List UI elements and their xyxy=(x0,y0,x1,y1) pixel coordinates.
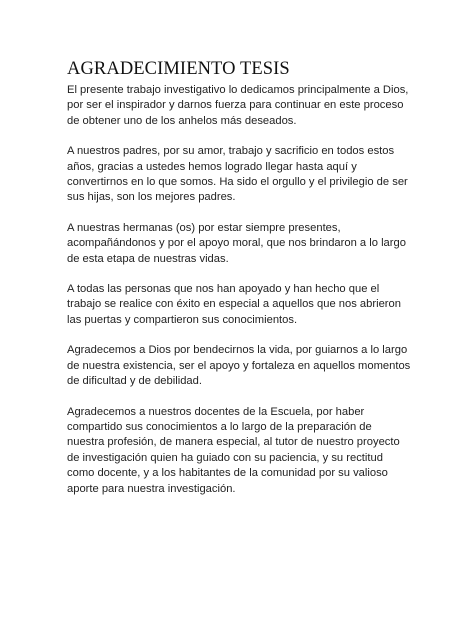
paragraph: Agradecemos a Dios por bendecirnos la vida, por guiarnos a lo largo de nuestra existencia, ser el apoyo y fortaleza en aquellos momentos de dificultad y de debilidad. xyxy=(67,344,411,388)
paragraph: El presente trabajo investigativo lo dedicamos principalmente a Dios, por ser el inspirador y darnos fuerza para continuar en este proceso de obtener uno de los anhelos más deseados. xyxy=(67,84,409,127)
paragraph: A nuestras hermanas (os) por estar siempre presentes, acompañándonos y por el apoyo moral, que nos brindaron a lo largo de esta etapa de nuestras vidas. xyxy=(67,221,406,265)
paragraph: A nuestros padres, por su amor, trabajo y sacrificio en todos estos años, gracias a ustedes hemos logrado llegar hasta aquí y convertirnos en lo que somos. Ha sido el orgullo y el privilegio de ser sus hijas, son los mejores padres. xyxy=(67,145,408,204)
document-title: AGRADECIMIENTO TESIS xyxy=(67,59,290,79)
document-body xyxy=(67,83,412,512)
paragraph: Agradecemos a nuestros docentes de la Escuela, por haber compartido sus conocimientos a lo largo de la preparación de nuestra profesión, de manera especial, al tutor de nuestro proyecto de investigación quien ha guiado con su paciencia, y su rectitud como docente, y a los habitantes de la comunidad por su valioso aporte para nuestra investigación. xyxy=(67,405,400,495)
paragraph: A todas las personas que nos han apoyado y han hecho que el trabajo se realice con éxito en especial a aquellos que nos abrieron las puertas y compartieron sus conocimientos. xyxy=(67,283,401,326)
